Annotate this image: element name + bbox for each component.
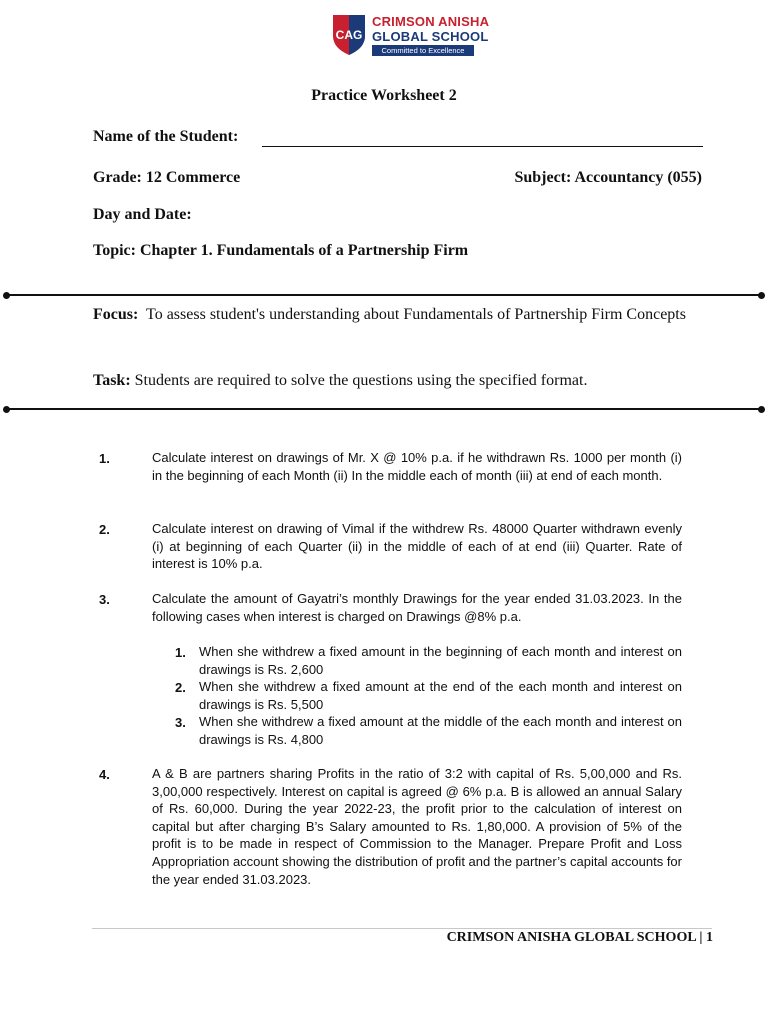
- divider-dot: [758, 292, 765, 299]
- sub-question-text: When she withdrew a fixed amount at the middle of the each month and interest on drawings is Rs. 4,800: [199, 714, 682, 747]
- task-statement: [93, 366, 703, 396]
- subject-label: Subject: Accountancy (055): [514, 169, 702, 186]
- question-number: 4.: [99, 767, 110, 782]
- logo-line-1: CRIMSON ANISHA: [372, 14, 490, 29]
- question-number: 1.: [99, 451, 110, 466]
- student-name-label: Name of the Student:: [93, 128, 239, 145]
- divider-dot: [3, 292, 10, 299]
- question-number: 3.: [99, 592, 110, 607]
- grade-label: Grade: 12 Commerce: [93, 169, 241, 186]
- page-footer: CRIMSON ANISHA GLOBAL SCHOOL | 1: [446, 930, 713, 945]
- task-label: Task:: [93, 372, 131, 389]
- question-text: Calculate interest on drawings of Mr. X @ 10% p.a. if he withdrawn Rs. 1000 per month (i) in the beginning of each Month (ii) In the middle each of month (iii) at end of each month.: [152, 450, 682, 483]
- sub-question-number: 2.: [175, 680, 186, 695]
- divider-top: [6, 294, 762, 296]
- focus-label: Focus:: [93, 306, 139, 323]
- sub-question-number: 1.: [175, 645, 186, 660]
- question-text: Calculate the amount of Gayatri’s monthly Drawings for the year ended 31.03.2023. In the following cases when interest is charged on Drawings @8% p.a.: [152, 591, 682, 624]
- topic-label: Topic: Chapter 1. Fundamentals of a Partnership Firm: [93, 242, 469, 259]
- question-text: Calculate interest on drawing of Vimal if the withdrew Rs. 48000 Quarter withdrawn evenly (i) at beginning of each Quarter (ii) in the middle of each of at end (iii) Quarter. Rate of interest is 10% p.a.: [152, 521, 682, 572]
- footer-divider: [92, 928, 712, 929]
- focus-text: To assess student's understanding about Fundamentals of Partnership Firm Concepts: [146, 306, 686, 323]
- logo-tagline: Committed to Excellence: [372, 45, 474, 56]
- worksheet-title: Practice Worksheet 2: [311, 87, 457, 104]
- school-crest-icon: [331, 12, 367, 56]
- student-name-blank[interactable]: [262, 146, 703, 147]
- logo-line-2: GLOBAL SCHOOL: [372, 29, 489, 44]
- day-date-label: Day and Date:: [93, 206, 192, 223]
- focus-statement: [93, 300, 703, 330]
- logo-initials: CAG: [335, 28, 363, 42]
- sub-question-text: When she withdrew a fixed amount in the beginning of each month and interest on drawings is Rs. 2,600: [199, 644, 682, 677]
- question-number: 2.: [99, 522, 110, 537]
- sub-question-text: When she withdrew a fixed amount at the end of the each month and interest on drawings is Rs. 5,500: [199, 679, 682, 712]
- question-text: A & B are partners sharing Profits in the ratio of 3:2 with capital of Rs. 5,00,000 and Rs. 3,00,000 respectively. Interest on capital is agreed @ 6% p.a. B is allowed an annual Salary of Rs. 60,000. During the year 2022-23, the profit prior to the calculation of interest on capital but after charging B’s Salary amounted to Rs. 1,80,000. A provision of 5% of the profit is to be made in respect of Commission to the Manager. Prepare Profit and Loss Appropriation account showing the distribution of profit and the partner’s capital accounts for the year ended 31.03.2023.: [152, 766, 682, 887]
- divider-dot: [758, 406, 765, 413]
- school-logo: [331, 10, 490, 60]
- divider-bottom: [6, 408, 762, 410]
- sub-question-number: 3.: [175, 715, 186, 730]
- task-text: Students are required to solve the questions using the specified format.: [134, 372, 588, 389]
- divider-dot: [3, 406, 10, 413]
